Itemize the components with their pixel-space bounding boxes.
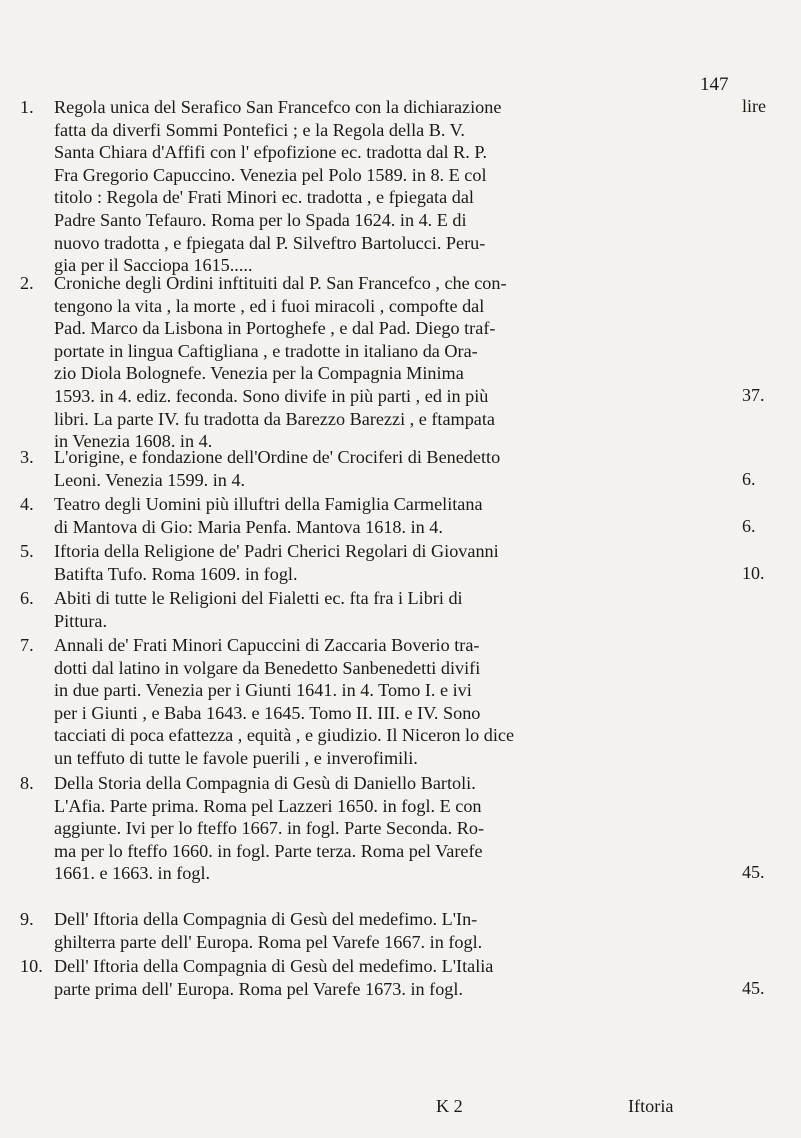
signature-mark: K 2	[436, 1096, 463, 1116]
entry-line: tacciati di poca efattezza , equità , e giudizio. Il Niceron lo dice	[54, 725, 515, 746]
entry-price: 6.	[742, 468, 756, 489]
catalog-entry	[20, 772, 720, 885]
entry-line: 1593. in 4. ediz. feconda. Sono divife in più parti , ed in più	[54, 385, 489, 406]
entry-number: 1.	[20, 97, 34, 117]
entry-line: per i Giunti , e Baba 1643. e 1645. Tomo II. III. e IV. Sono	[54, 702, 481, 723]
entry-line: Dell' Iftoria della Compagnia di Gesù del medefimo. L'In-	[54, 909, 478, 929]
entry-number: 9.	[20, 909, 34, 929]
entry-line: Pad. Marco da Lisbona in Portoghefe , e dal Pad. Diego traf-	[54, 318, 496, 339]
entry-line: Batifta Tufo. Roma 1609. in fogl.	[54, 563, 298, 584]
entry-line: portate in lingua Caftigliana , e tradotte in italiano da Ora-	[54, 340, 478, 361]
entry-price: 6.	[742, 515, 756, 536]
entry-line: Annali de' Frati Minori Capuccini di Zaccaria Boverio tra-	[54, 635, 480, 655]
catalog-entry	[20, 908, 720, 953]
entry-number: 4.	[20, 494, 34, 514]
entry-line: Regola unica del Serafico San Francefco con la dichiarazione	[54, 97, 502, 117]
entry-line: tengono la vita , la morte , ed i fuoi miracoli , compofte dal	[54, 295, 485, 316]
entry-line: di Mantova di Gio: Maria Penfa. Mantova 1618. in 4.	[54, 516, 443, 537]
entry-line: parte prima dell' Europa. Roma pel Varefe 1673. in fogl.	[54, 978, 464, 999]
entry-price: 10.	[742, 562, 765, 583]
catalog-entry	[20, 272, 720, 453]
entry-number: 6.	[20, 588, 34, 608]
catalog-entry	[20, 955, 720, 1000]
entry-line: ghilterra parte dell' Europa. Roma pel Varefe 1667. in fogl.	[54, 931, 483, 952]
entry-line: aggiunte. Ivi per lo fteffo 1667. in fogl. Parte Seconda. Ro-	[54, 818, 484, 839]
entry-line: dotti dal latino in volgare da Benedetto Sanbenedetti divifi	[54, 657, 481, 678]
entry-line: Pittura.	[54, 610, 108, 631]
entry-price: 45.	[742, 862, 765, 883]
entry-line: Abiti di tutte le Religioni del Fialetti ec. fta fra i Libri di	[54, 588, 463, 608]
catalog-entry	[20, 540, 720, 585]
entry-line: Santa Chiara d'Affifi con l' efpofizione ec. tradotta dal R. P.	[54, 142, 487, 163]
entry-line: libri. La parte IV. fu tradotta da Barezzo Barezzi , e ftampata	[54, 408, 496, 429]
entry-line: 1661. e 1663. in fogl.	[54, 863, 211, 884]
catalog-entry	[20, 446, 720, 491]
page-number: 147	[700, 74, 729, 95]
entry-number: 2.	[20, 273, 34, 293]
catalog-entry	[20, 634, 720, 770]
entry-line: Croniche degli Ordini inftituiti dal P. San Francefco , che con-	[54, 273, 507, 293]
entry-line: un teffuto di tutte le favole puerili , e inverofimili.	[54, 747, 418, 768]
catchword: Iftoria	[628, 1096, 674, 1116]
entry-line: ma per lo fteffo 1660. in fogl. Parte terza. Roma pel Varefe	[54, 840, 483, 861]
entry-line: Leoni. Venezia 1599. in 4.	[54, 469, 246, 490]
catalog-entry	[20, 587, 720, 632]
entry-line: L'origine, e fondazione dell'Ordine de' Crociferi di Benedetto	[54, 447, 501, 467]
entry-line: in due parti. Venezia per i Giunti 1641. in 4. Tomo I. e ivi	[54, 680, 472, 701]
catalog-entry	[20, 493, 720, 538]
entry-line: titolo : Regola de' Frati Minori ec. tradotta , e fpiegata dal	[54, 187, 474, 208]
entry-line: Teatro degli Uomini più illuftri della Famiglia Carmelitana	[54, 494, 483, 514]
entry-line: fatta da diverfi Sommi Pontefici ; e la Regola della B. V.	[54, 119, 465, 140]
entry-line: zio Diola Bolognefe. Venezia per la Compagnia Minima	[54, 363, 464, 384]
catalog-entry	[20, 96, 720, 277]
entry-price: lire	[742, 96, 766, 116]
entry-line: gia per il Sacciopa 1615.....	[54, 255, 253, 276]
entry-line: Iftoria della Religione de' Padri Cherici Regolari di Giovanni	[54, 541, 499, 561]
entry-number: 10.	[20, 956, 43, 976]
entry-number: 8.	[20, 773, 34, 793]
entry-price: 45.	[742, 977, 765, 998]
entry-number: 3.	[20, 447, 34, 467]
entry-line: nuovo tradotta , e fpiegata dal P. Silveftro Bartolucci. Peru-	[54, 232, 486, 253]
entry-price: 37.	[742, 385, 765, 405]
entry-line: in Venezia 1608. in 4.	[54, 431, 213, 452]
entry-line: Dell' Iftoria della Compagnia di Gesù del medefimo. L'Italia	[54, 956, 494, 976]
entry-line: L'Afia. Parte prima. Roma pel Lazzeri 1650. in fogl. E con	[54, 795, 482, 816]
entry-number: 7.	[20, 635, 34, 655]
entry-number: 5.	[20, 541, 34, 561]
entry-line: Padre Santo Tefauro. Roma per lo Spada 1624. in 4. E di	[54, 209, 467, 230]
entry-line: Della Storia della Compagnia di Gesù di Daniello Bartoli.	[54, 773, 476, 793]
entry-line: Fra Gregorio Capuccino. Venezia pel Polo 1589. in 8. E col	[54, 164, 487, 185]
